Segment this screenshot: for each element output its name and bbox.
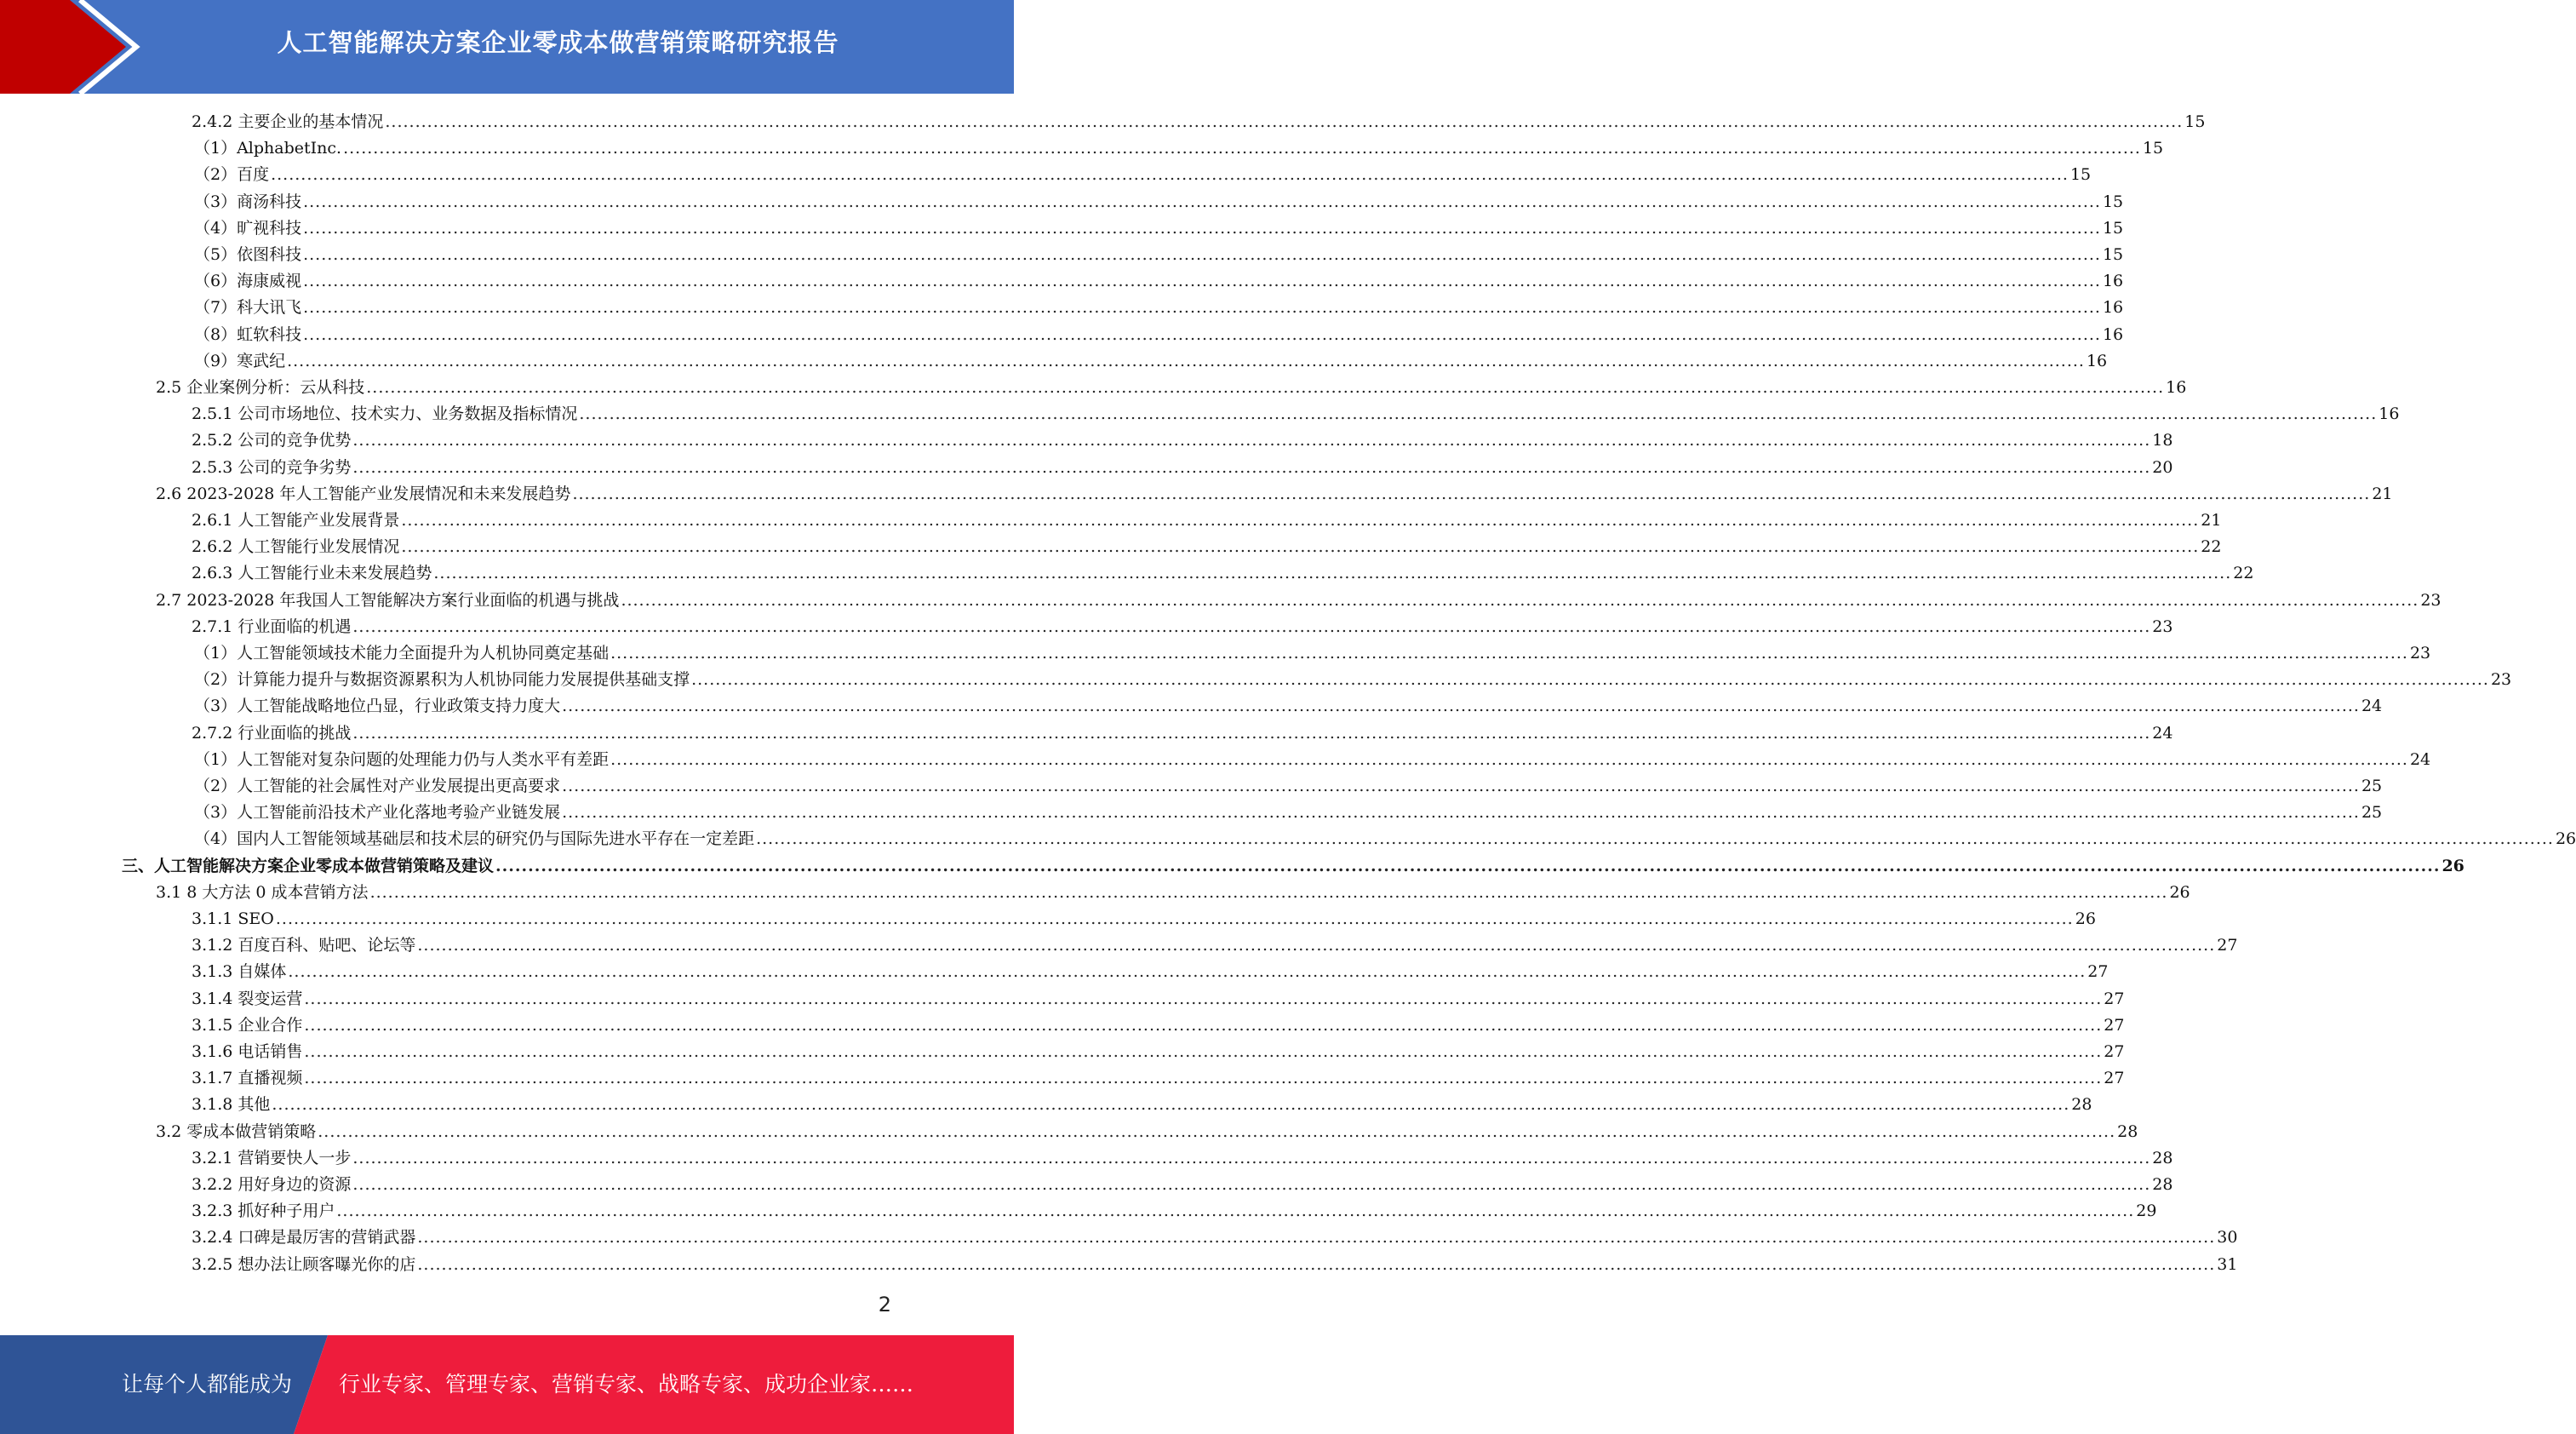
toc-entry-page: 21 (2201, 511, 2222, 530)
toc-entry-title: 3.1.5 企业合作 (192, 1015, 303, 1035)
toc-entry-title: （1）人工智能对复杂问题的处理能力仍与人类水平有差距 (194, 749, 610, 769)
toc-entry-title: 3.2.3 抓好种子用户 (192, 1202, 335, 1221)
toc-entry-page: 16 (2102, 298, 2124, 318)
toc-entry-page: 23 (2152, 617, 2173, 636)
toc-entry-page: 15 (2142, 139, 2164, 158)
toc-dot-leader: ............................................................................................................................................................................................................................................................................................................ (272, 1095, 2070, 1115)
toc-entry-page: 27 (2104, 1069, 2125, 1088)
toc-entry-title: （3）人工智能前沿技术产业化落地考验产业链发展 (194, 803, 561, 823)
toc-dot-leader: ............................................................................................................................................................................................................................................................................................................ (433, 564, 2232, 583)
toc-entry[interactable] (156, 375, 2187, 401)
toc-entry[interactable] (194, 348, 2108, 375)
toc-dot-leader: ............................................................................................................................................................................................................................................................................................................ (336, 1202, 2135, 1221)
toc-dot-leader: ............................................................................................................................................................................................................................................................................................................ (417, 936, 2216, 955)
toc-dot-leader: ............................................................................................................................................................................................................................................................................................................ (303, 192, 2101, 211)
toc-entry-title: （6）海康威视 (194, 272, 302, 291)
toc-entry-title: （1）AlphabetInc. (194, 139, 342, 158)
toc-entry-page: 16 (2379, 404, 2400, 424)
toc-entry[interactable] (194, 189, 2124, 215)
toc-entry[interactable] (156, 588, 2441, 614)
toc-dot-leader: ............................................................................................................................................................................................................................................................................................................ (304, 1042, 2103, 1061)
report-title: 人工智能解决方案企业零成本做营销策略研究报告 (277, 28, 839, 57)
toc-entry-page: 21 (2372, 484, 2393, 503)
toc-dot-leader: ............................................................................................................................................................................................................................................................................................................ (352, 723, 2151, 743)
toc-entry[interactable] (192, 1198, 2157, 1225)
toc-entry-page: 28 (2117, 1121, 2138, 1141)
toc-entry-page: 15 (2102, 218, 2124, 238)
toc-entry-title: 2.7.1 行业面临的机遇 (192, 617, 352, 636)
toc-dot-leader: ............................................................................................................................................................................................................................................................................................................ (417, 1228, 2216, 1248)
toc-entry[interactable] (156, 880, 2190, 906)
toc-dot-leader: ............................................................................................................................................................................................................................................................................................................ (401, 511, 2200, 530)
toc-dot-leader: ............................................................................................................................................................................................................................................................................................................ (417, 1254, 2216, 1274)
toc-entry-title: 2.5.3 公司的竞争劣势 (192, 457, 352, 477)
toc-entry-page: 28 (2152, 1148, 2173, 1167)
toc-entry[interactable] (192, 1092, 2092, 1118)
toc-entry-title: 3.2.4 口碑是最厉害的营销武器 (192, 1228, 416, 1248)
toc-entry-title: 3.1.1 SEO (192, 909, 274, 928)
toc-entry[interactable] (192, 720, 2173, 747)
toc-entry-title: 3.1.6 电话销售 (192, 1042, 303, 1061)
toc-entry-page: 16 (2166, 378, 2187, 397)
toc-entry-title: 3.2.5 想办法让顾客曝光你的店 (192, 1254, 416, 1274)
toc-dot-leader: ............................................................................................................................................................................................................................................................................................................ (304, 1015, 2103, 1035)
toc-entry-title: （4）国内人工智能领域基础层和技术层的研究仍与国际先进水平存在一定差距 (194, 829, 755, 849)
toc-dot-leader: ............................................................................................................................................................................................................................................................................................................ (621, 590, 2419, 610)
toc-entry[interactable] (192, 1225, 2238, 1251)
toc-entry-page: 27 (2104, 1042, 2125, 1061)
toc-dot-leader: ............................................................................................................................................................................................................................................................................................................ (303, 272, 2101, 291)
toc-dot-leader: ............................................................................................................................................................................................................................................................................................................ (352, 1148, 2151, 1167)
toc-dot-leader: ............................................................................................................................................................................................................................................................................................................ (303, 324, 2101, 344)
toc-dot-leader: ............................................................................................................................................................................................................................................................................................................ (303, 298, 2101, 318)
toc-entry-page: 20 (2152, 457, 2173, 477)
toc-entry-title: 3.1.2 百度百科、贴吧、论坛等 (192, 936, 416, 955)
toc-entry[interactable] (192, 1065, 2125, 1092)
toc-entry[interactable] (192, 455, 2173, 481)
toc-entry[interactable] (192, 1039, 2125, 1065)
page-footer (0, 1335, 1014, 1434)
toc-entry-title: 2.7 2023-2028 年我国人工智能解决方案行业面临的机遇与挑战 (156, 590, 620, 610)
toc-entry-title: （3）商汤科技 (194, 192, 302, 211)
toc-entry-page: 28 (2071, 1095, 2092, 1115)
toc-entry-title: 2.6.2 人工智能行业发展情况 (192, 537, 400, 557)
toc-dot-leader: ............................................................................................................................................................................................................................................................................................................ (562, 697, 2360, 716)
toc-dot-leader: ............................................................................................................................................................................................................................................................................................................ (495, 856, 2441, 875)
toc-dot-leader: ............................................................................................................................................................................................................................................................................................................ (288, 962, 2087, 982)
toc-entry[interactable] (192, 508, 2222, 534)
toc-entry-page: 15 (2102, 192, 2124, 211)
toc-dot-leader: ............................................................................................................................................................................................................................................................................................................ (318, 1121, 2116, 1141)
toc-entry-title: 3.1.3 自媒体 (192, 962, 287, 982)
toc-entry[interactable] (192, 959, 2109, 985)
toc-entry-title: 2.6.3 人工智能行业未来发展趋势 (192, 564, 432, 583)
toc-entry-title: 3.2.2 用好身边的资源 (192, 1175, 352, 1194)
toc-entry-page: 27 (2104, 1015, 2125, 1035)
toc-dot-leader: ............................................................................................................................................................................................................................................................................................................ (352, 431, 2151, 450)
toc-entry[interactable] (192, 560, 2254, 587)
toc-entry-title: 2.5 企业案例分析：云从科技 (156, 378, 365, 397)
toc-entry-title: 2.6 2023-2028 年人工智能产业发展情况和未来发展趋势 (156, 484, 571, 503)
toc-entry[interactable] (192, 401, 2400, 427)
toc-entry[interactable] (192, 932, 2238, 959)
toc-dot-leader: ............................................................................................................................................................................................................................................................................................................ (756, 829, 2554, 849)
page-number: 2 (878, 1293, 891, 1316)
toc-entry-page: 27 (2087, 962, 2109, 982)
toc-dot-leader: ............................................................................................................................................................................................................................................................................................................ (287, 351, 2085, 370)
toc-entry-title: （2）计算能力提升与数据资源累积为人机协同能力发展提供基础支撑 (194, 670, 690, 690)
toc-entry-title: （3）人工智能战略地位凸显，行业政策支持力度大 (194, 697, 561, 716)
toc-entry[interactable] (192, 1172, 2173, 1198)
toc-entry-page: 27 (2217, 936, 2238, 955)
toc-entry[interactable] (194, 322, 2124, 348)
toc-entry[interactable] (194, 826, 2576, 852)
toc-entry-title: 3.1.4 裂变运营 (192, 989, 303, 1008)
toc-entry-title: 2.4.2 主要企业的基本情况 (192, 112, 384, 131)
toc-dot-leader: ............................................................................................................................................................................................................................................................................................................ (352, 1175, 2151, 1194)
toc-entry-page: 15 (2102, 245, 2124, 264)
toc-entry[interactable] (194, 747, 2431, 773)
toc-entry-title: （2）百度 (194, 165, 270, 185)
toc-dot-leader: ............................................................................................................................................................................................................................................................................................................ (610, 644, 2408, 663)
toc-entry-title: 3.2 零成本做营销策略 (156, 1121, 317, 1141)
toc-entry-title: 3.1.7 直播视频 (192, 1069, 303, 1088)
toc-dot-leader: ............................................................................................................................................................................................................................................................................................................ (343, 139, 2141, 158)
toc-dot-leader: ............................................................................................................................................................................................................................................................................................................ (271, 165, 2069, 185)
toc-entry[interactable] (194, 667, 2512, 693)
toc-entry[interactable] (192, 427, 2173, 454)
toc-entry-page: 27 (2104, 989, 2125, 1008)
toc-dot-leader: ............................................................................................................................................................................................................................................................................................................ (562, 777, 2360, 795)
toc-dot-leader: ............................................................................................................................................................................................................................................................................................................ (562, 803, 2360, 823)
toc-entry-page: 28 (2152, 1175, 2173, 1194)
toc-entry-page: 18 (2152, 431, 2173, 450)
toc-dot-leader: ............................................................................................................................................................................................................................................................................................................ (352, 457, 2151, 477)
toc-entry-title: 3.1.8 其他 (192, 1095, 271, 1115)
toc-entry-page: 16 (2086, 351, 2108, 370)
toc-entry[interactable] (194, 800, 2383, 826)
toc-dot-leader: ............................................................................................................................................................................................................................................................................................................ (366, 378, 2165, 397)
page-header (0, 0, 1014, 94)
toc-entry-title: 2.6.1 人工智能产业发展背景 (192, 511, 400, 530)
toc-entry-page: 16 (2102, 324, 2124, 344)
toc-entry-title: （2）人工智能的社会属性对产业发展提出更高要求 (194, 777, 561, 795)
toc-entry-title: 2.7.2 行业面临的挑战 (192, 723, 352, 743)
toc-entry-page: 15 (2069, 165, 2092, 185)
toc-dot-leader: ............................................................................................................................................................................................................................................................................................................ (385, 112, 2184, 131)
toc-entry-title: 三、人工智能解决方案企业零成本做营销策略及建议 (122, 856, 495, 875)
toc-dot-leader: ............................................................................................................................................................................................................................................................................................................ (304, 989, 2103, 1008)
toc-entry-page: 16 (2102, 272, 2124, 291)
toc-entry[interactable] (156, 1119, 2138, 1145)
toc-entry[interactable] (192, 109, 2206, 135)
toc-entry[interactable] (192, 1145, 2173, 1172)
toc-entry-title: 3.1 8 大方法 0 成本营销方法 (156, 882, 369, 902)
toc-dot-leader: ............................................................................................................................................................................................................................................................................................................ (401, 537, 2200, 557)
toc-entry[interactable] (194, 135, 2164, 162)
toc-entry-title: 3.2.1 营销要快人一步 (192, 1148, 352, 1167)
toc-entry[interactable] (194, 242, 2124, 268)
toc-entry[interactable] (192, 906, 2096, 932)
toc-entry-page: 29 (2136, 1202, 2157, 1221)
footer-slogan-left: 让每个人都能成为 (122, 1372, 293, 1397)
toc-entry-title: 2.5.2 公司的竞争优势 (192, 431, 352, 450)
toc-entry-page: 15 (2184, 112, 2206, 131)
toc-dot-leader: ............................................................................................................................................................................................................................................................................................................ (303, 245, 2101, 264)
toc-entry[interactable] (192, 614, 2173, 640)
toc-entry-page: 30 (2217, 1228, 2238, 1248)
toc-entry-page: 26 (2169, 882, 2190, 902)
toc-dot-leader: ............................................................................................................................................................................................................................................................................................................ (369, 882, 2168, 902)
toc-entry-page: 24 (2361, 697, 2383, 716)
toc-entry[interactable] (192, 986, 2125, 1012)
toc-dot-leader: ............................................................................................................................................................................................................................................................................................................ (275, 909, 2074, 928)
toc-entry[interactable] (192, 534, 2222, 560)
toc-entry[interactable] (156, 481, 2393, 508)
toc-entry-page: 22 (2201, 537, 2222, 557)
footer-slogan-right: 行业专家、管理专家、营销专家、战略专家、成功企业家…… (339, 1372, 914, 1397)
toc-entry[interactable] (122, 853, 2464, 880)
toc-dot-leader: ............................................................................................................................................................................................................................................................................................................ (352, 617, 2151, 636)
toc-entry[interactable] (192, 1012, 2125, 1039)
toc-entry-title: （1）人工智能领域技术能力全面提升为人机协同奠定基础 (194, 644, 610, 663)
toc-dot-leader: ............................................................................................................................................................................................................................................................................................................ (304, 1069, 2103, 1088)
toc-entry[interactable] (194, 162, 2092, 188)
toc-entry-page: 22 (2233, 564, 2254, 583)
toc-entry-page: 24 (2152, 723, 2173, 743)
toc-entry[interactable] (194, 640, 2431, 667)
toc-entry[interactable] (194, 693, 2383, 720)
toc-entry-title: （7）科大讯飞 (194, 298, 302, 318)
toc-entry-page: 25 (2361, 777, 2383, 795)
toc-entry-title: （4）旷视科技 (194, 218, 302, 238)
toc-dot-leader: ............................................................................................................................................................................................................................................................................................................ (572, 484, 2371, 503)
toc-dot-leader: ............................................................................................................................................................................................................................................................................................................ (610, 749, 2408, 769)
toc-entry[interactable] (192, 1252, 2238, 1278)
toc-entry-title: （9）寒武纪 (194, 351, 286, 370)
toc-entry-title: 2.5.1 公司市场地位、技术实力、业务数据及指标情况 (192, 404, 578, 424)
toc-entry[interactable] (194, 215, 2124, 242)
toc-entry[interactable] (194, 773, 2383, 800)
toc-entry-page: 23 (2409, 644, 2431, 663)
toc-entry[interactable] (194, 268, 2124, 295)
toc-entry-title: （8）虹软科技 (194, 324, 302, 344)
toc-entry-page: 24 (2409, 749, 2431, 769)
toc-entry[interactable] (194, 295, 2124, 321)
toc-entry-page: 26 (2075, 909, 2096, 928)
toc-entry-page: 25 (2361, 803, 2383, 823)
toc-entry-page: 26 (2555, 829, 2576, 849)
toc-entry-page: 23 (2490, 670, 2512, 690)
toc-entry-page: 23 (2420, 590, 2441, 610)
toc-dot-leader: ............................................................................................................................................................................................................................................................................................................ (303, 218, 2101, 238)
toc-dot-leader: ............................................................................................................................................................................................................................................................................................................ (691, 670, 2489, 690)
toc-entry-page: 26 (2441, 856, 2464, 875)
toc-entry-title: （5）依图科技 (194, 245, 302, 264)
toc-dot-leader: ............................................................................................................................................................................................................................................................................................................ (579, 404, 2378, 424)
toc-entry-page: 31 (2217, 1254, 2238, 1274)
